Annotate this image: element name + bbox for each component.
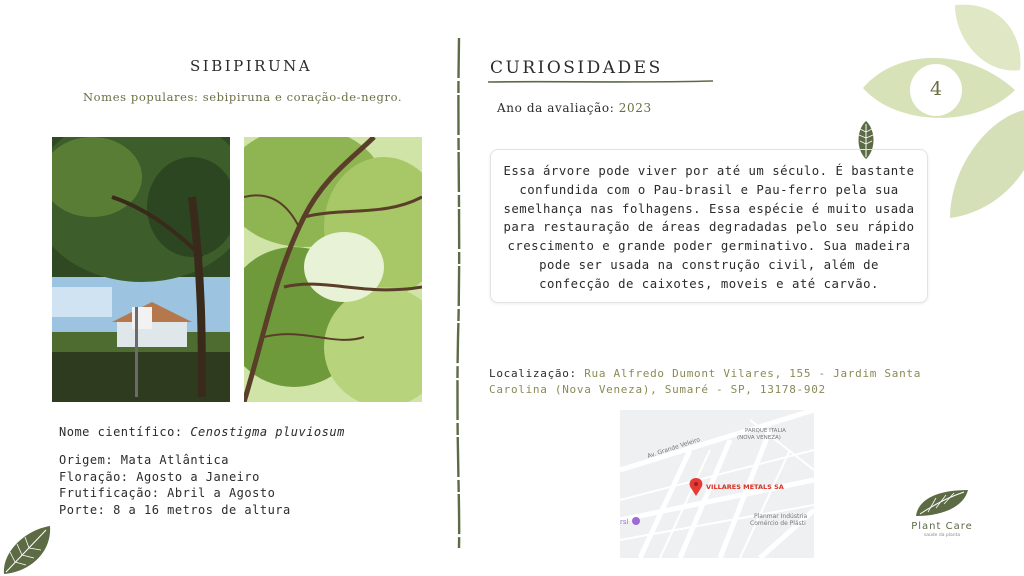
- location: [489, 366, 969, 397]
- map-district-label-1: PARQUE ITALIA: [745, 428, 786, 434]
- map-street-label: Av. Grande Veleiro: [646, 436, 701, 460]
- popular-names: Nomes populares: sebipiruna e coração-de-negro.: [83, 90, 403, 104]
- curiosities-card: Essa árvore pode viver por até um século. É bastante confundida com o Pau-brasil e Pau-ferro pela sua semelhança nas folhagens. Essa espécie é muito usada para restauração de áreas degradadas pelo seu rápido crescimento e grande poder germinativo. Sua madeira pode ser usada na construção civil, além de confecção de caixotes, moveis e até carvão.: [490, 149, 928, 303]
- title-underline: [488, 78, 713, 86]
- page-number: 4: [929, 78, 943, 100]
- brand-name: Plant Care: [911, 521, 973, 532]
- map-poi-label-1: Planmar Indústria: [754, 513, 808, 520]
- tree-photo-park: [52, 137, 230, 402]
- flowering: Floração: Agosto a Janeiro: [59, 469, 260, 484]
- tree-canopy-photo: [244, 137, 422, 402]
- fruiting: Frutificação: Abril a Agosto: [59, 486, 276, 500]
- location-label: Localização:: [489, 367, 585, 380]
- map-pin-label: VILLARES METALS SA: [706, 483, 784, 491]
- species-title: SIBIPIRUNA: [190, 57, 313, 75]
- column-divider: [452, 38, 466, 548]
- scientific-name-label: Nome científico:: [59, 425, 191, 439]
- map-district-label-2: (NOVA VENEZA): [737, 435, 781, 441]
- scientific-name: Cenostigma pluviosum: [190, 425, 345, 439]
- brand-tagline: saúde da planta: [923, 533, 961, 538]
- location-value: Rua Alfredo Dumont Vilares, 155 - Jardim Santa Carolina (Nova Veneza), Sumaré - SP, 13178-902: [489, 367, 922, 396]
- size: Porte: 8 a 16 metros de altura: [59, 502, 291, 517]
- origin: Origem: Mata Atlântica: [59, 453, 229, 467]
- evaluation-year: [497, 101, 652, 115]
- location-map[interactable]: [620, 410, 814, 558]
- year-label: Ano da avaliação:: [497, 101, 619, 115]
- map-poi-icon: [632, 517, 640, 525]
- map-graphic: [620, 410, 814, 558]
- scientific-name-line: [59, 425, 345, 439]
- species-facts: [59, 452, 291, 518]
- map-edge-label: rsl: [620, 518, 629, 526]
- decorative-leaf-bottom-left: [0, 522, 55, 576]
- year-value: 2023: [618, 101, 652, 115]
- map-poi-label-2: Comércio de Plásti: [750, 520, 806, 527]
- plant-care-logo-icon: [914, 488, 970, 518]
- curiosities-title: CURIOSIDADES: [490, 58, 663, 78]
